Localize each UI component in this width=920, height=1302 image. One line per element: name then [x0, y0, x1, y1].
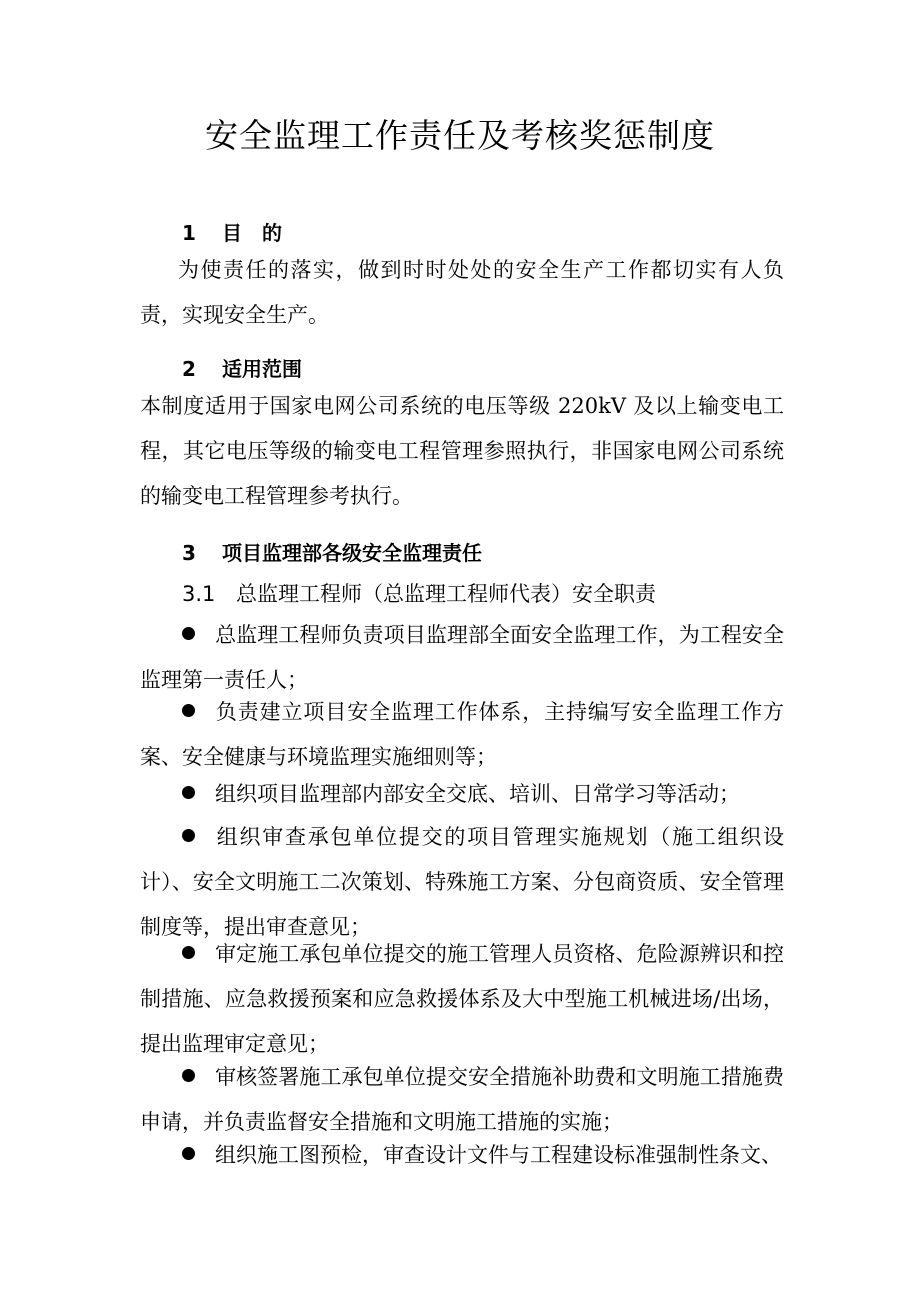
- bullet-icon: [182, 786, 195, 799]
- bullet-icon: [182, 946, 195, 959]
- bullet-icon: [182, 1069, 195, 1082]
- subsection-number: 3.1: [182, 582, 216, 606]
- list-item: 审定施工承包单位提交的施工管理人员资格、危险源辨识和控制措施、应急救援预案和应急救援体系及大中型施工机械进场/出场，提出监理审定意见；: [140, 942, 784, 1056]
- list-item: 组织施工图预检，审查设计文件与工程建设标准强制性条文、: [140, 1133, 784, 1178]
- bullet-icon: [182, 829, 195, 842]
- bullet-icon: [182, 627, 195, 640]
- section-number: 2: [182, 357, 196, 381]
- section-number: 3: [182, 541, 196, 565]
- purpose-paragraph: 为使责任的落实，做到时时处处的安全生产工作都切实有人负责，实现安全生产。: [140, 258, 784, 327]
- document-title: 安全监理工作责任及考核奖惩制度: [205, 116, 715, 155]
- section-title: 适用范围: [222, 357, 302, 381]
- subsection-heading-3-1: [182, 579, 656, 609]
- section-heading-1: [182, 218, 282, 248]
- section-heading-3: [182, 538, 482, 568]
- list-item: 组织项目监理部内部安全交底、培训、日常学习等活动；: [140, 772, 784, 817]
- section-number: 1: [182, 221, 196, 245]
- scope-paragraph: 本制度适用于国家电网公司系统的电压等级 220kV 及以上输变电工程，其它电压等级的输变电工程管理参照执行，非国家电网公司系统的输变电工程管理参考执行。: [140, 394, 784, 508]
- subsection-title: 总监理工程师（总监理工程师代表）安全职责: [236, 582, 656, 606]
- section-heading-2: [182, 354, 302, 384]
- section-title: 项目监理部各级安全监理责任: [222, 541, 482, 565]
- bullet-icon: [182, 704, 195, 717]
- list-item: 组织审查承包单位提交的项目管理实施规划（施工组织设计）、安全文明施工二次策划、特殊施工方案、分包商资质、安全管理制度等，提出审查意见；: [140, 825, 784, 939]
- list-item: 负责建立项目安全监理工作体系，主持编写安全监理工作方案、安全健康与环境监理实施细则等；: [140, 700, 784, 769]
- list-item: 审核签署施工承包单位提交安全措施补助费和文明施工措施费申请，并负责监督安全措施和文明施工措施的实施；: [140, 1065, 784, 1134]
- section-title: 目 的: [222, 221, 282, 245]
- bullet-icon: [182, 1147, 195, 1160]
- list-item: 总监理工程师负责项目监理部全面安全监理工作，为工程安全监理第一责任人；: [140, 623, 784, 692]
